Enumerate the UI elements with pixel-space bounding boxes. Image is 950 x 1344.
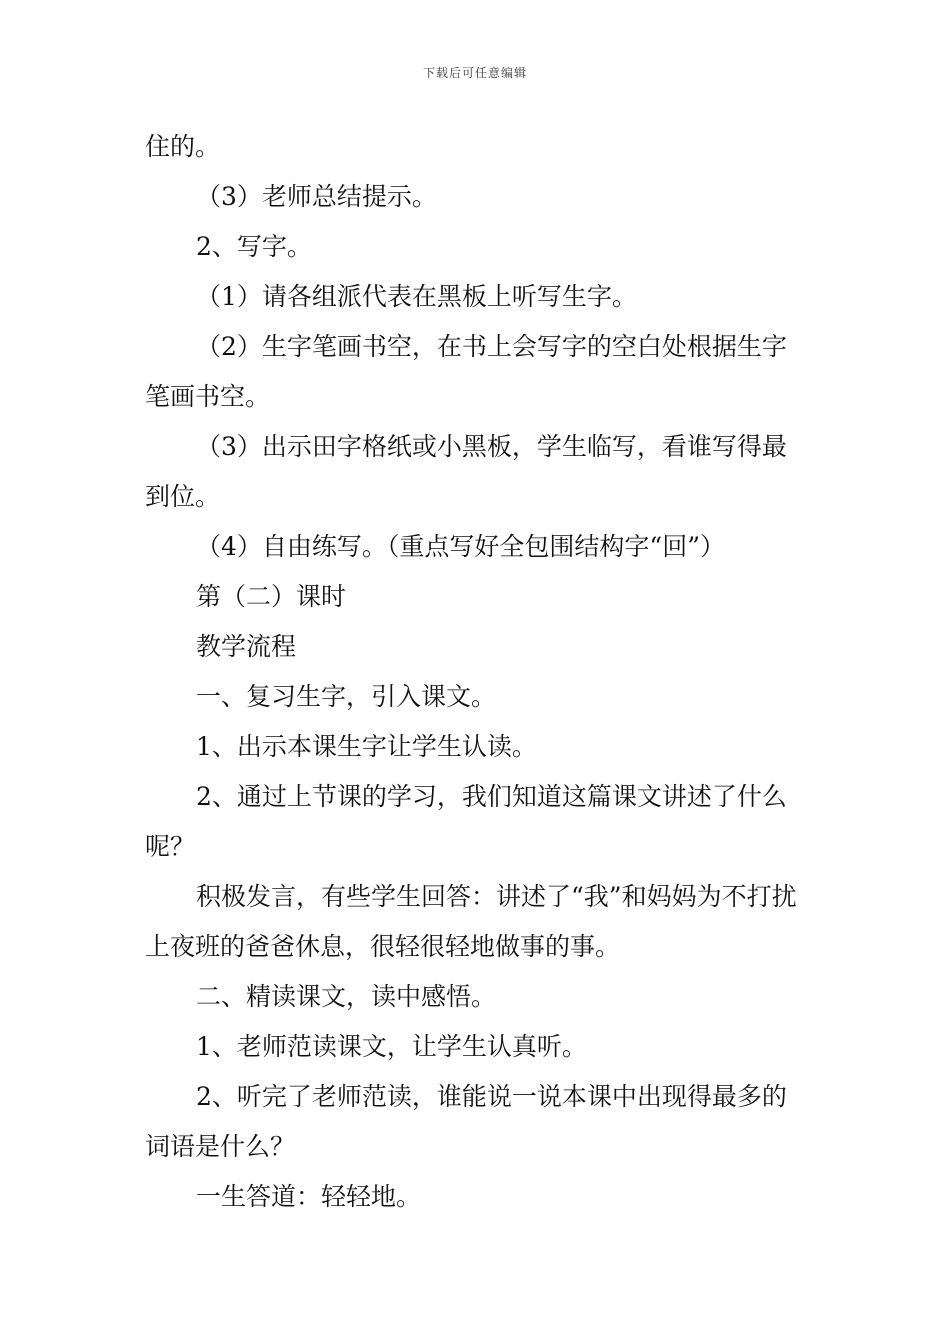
page-header: 下载后可任意编辑 xyxy=(422,66,527,80)
paragraph: 住的。 xyxy=(145,132,221,161)
paragraph: （3）老师总结提示。 xyxy=(196,182,437,211)
paragraph: 1、老师范读课文，让学生认真听。 xyxy=(196,1032,587,1061)
paragraph: 二、精读课文，读中感悟。 xyxy=(196,982,497,1011)
paragraph: 积极发言，有些学生回答：讲述了“我”和妈妈为不打扰上夜班的爸爸休息，很轻很轻地做事的事。 xyxy=(145,882,797,961)
document-body xyxy=(145,122,810,1222)
paragraph: 2、写字。 xyxy=(196,232,312,261)
paragraph: （1）请各组派代表在黑板上听写生字。 xyxy=(196,282,637,311)
paragraph: （3）出示田字格纸或小黑板，学生临写，看谁写得最到位。 xyxy=(145,432,787,511)
paragraph: 一生答道：轻轻地。 xyxy=(196,1182,422,1211)
paragraph: 2、通过上节课的学习，我们知道这篇课文讲述了什么呢？ xyxy=(145,782,787,861)
paragraph: 1、出示本课生字让学生认读。 xyxy=(196,732,537,761)
paragraph: （2）生字笔画书空，在书上会写字的空白处根据生字笔画书空。 xyxy=(145,332,787,411)
section-title: 第（二）课时 xyxy=(196,582,347,611)
paragraph: 一、复习生字，引入课文。 xyxy=(196,682,497,711)
section-subtitle: 教学流程 xyxy=(196,632,297,661)
paragraph: 2、听完了老师范读，谁能说一说本课中出现得最多的词语是什么？ xyxy=(145,1082,787,1161)
paragraph: （4）自由练写。（重点写好全包围结构字“回”） xyxy=(196,532,725,561)
